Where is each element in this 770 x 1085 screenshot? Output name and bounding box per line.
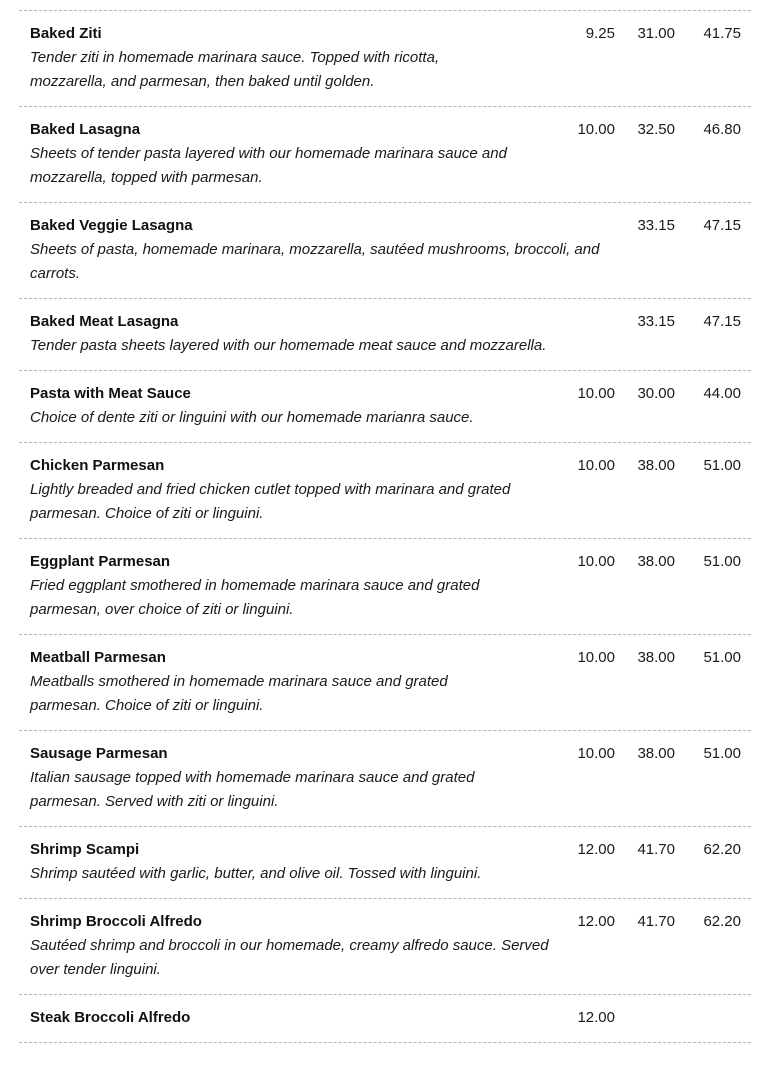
price-full-tray: 51.00: [703, 457, 741, 474]
item-name: Chicken Parmesan: [30, 457, 165, 474]
item-description: Shrimp sautéed with garlic, butter, and olive oil. Tossed with linguini.: [30, 865, 482, 882]
menu-item: [19, 299, 751, 371]
menu-item: [19, 635, 751, 731]
menu-list: [19, 10, 751, 1043]
item-description: Fried eggplant smothered in homemade marinara sauce and grated parmesan, over choice of ziti or linguini.: [30, 577, 480, 618]
menu-item: [19, 371, 751, 443]
price-full-tray: 51.00: [703, 745, 741, 762]
item-name: Eggplant Parmesan: [30, 553, 171, 570]
menu-item: [19, 443, 751, 539]
item-description: Sheets of tender pasta layered with our homemade marinara sauce and mozzarella, topped with parmesan.: [30, 145, 507, 186]
price-half-tray: 38.00: [637, 457, 675, 474]
item-name: Baked Veggie Lasagna: [30, 217, 193, 234]
price-full-tray: 62.20: [703, 841, 741, 858]
price-half-tray: 33.15: [637, 217, 675, 234]
item-description: Choice of dente ziti or linguini with our homemade marianra sauce.: [30, 409, 474, 426]
item-description: Sheets of pasta, homemade marinara, mozzarella, sautéed mushrooms, broccoli, and carrots.: [30, 241, 600, 282]
menu-item: [19, 995, 751, 1043]
price-small: 10.00: [577, 385, 615, 402]
item-description: Tender ziti in homemade marinara sauce. Topped with ricotta, mozzarella, and parmesan, then baked until golden.: [30, 49, 440, 90]
price-full-tray: 51.00: [703, 553, 741, 570]
item-name: Baked Lasagna: [30, 121, 141, 138]
item-description: Sautéed shrimp and broccoli in our homemade, creamy alfredo sauce. Served over tender linguini.: [30, 937, 549, 978]
item-name: Baked Ziti: [30, 25, 102, 42]
item-name: Pasta with Meat Sauce: [30, 385, 191, 402]
price-full-tray: 47.15: [703, 217, 741, 234]
item-description: Italian sausage topped with homemade marinara sauce and grated parmesan. Served with ziti or linguini.: [30, 769, 475, 810]
price-small: 10.00: [577, 745, 615, 762]
price-small: 12.00: [577, 1009, 615, 1026]
price-half-tray: 41.70: [637, 913, 675, 930]
menu-item: [19, 899, 751, 995]
price-half-tray: 38.00: [637, 745, 675, 762]
price-small: 10.00: [577, 553, 615, 570]
price-small: 12.00: [577, 913, 615, 930]
price-small: 12.00: [577, 841, 615, 858]
item-name: Steak Broccoli Alfredo: [30, 1009, 191, 1026]
price-half-tray: 33.15: [637, 313, 675, 330]
price-full-tray: 62.20: [703, 913, 741, 930]
price-full-tray: 41.75: [703, 25, 741, 42]
menu-item: [19, 203, 751, 299]
item-description: Lightly breaded and fried chicken cutlet topped with marinara and grated parmesan. Choice of ziti or linguini.: [30, 481, 511, 522]
item-description: Tender pasta sheets layered with our homemade meat sauce and mozzarella.: [30, 337, 547, 354]
price-half-tray: 38.00: [637, 553, 675, 570]
menu-item: [19, 107, 751, 203]
price-full-tray: 46.80: [703, 121, 741, 138]
menu-item: [19, 827, 751, 899]
menu-item: [19, 731, 751, 827]
item-name: Baked Meat Lasagna: [30, 313, 179, 330]
price-half-tray: 38.00: [637, 649, 675, 666]
item-name: Shrimp Broccoli Alfredo: [30, 913, 202, 930]
price-small: 10.00: [577, 121, 615, 138]
price-full-tray: 51.00: [703, 649, 741, 666]
price-half-tray: 31.00: [637, 25, 675, 42]
menu-item: [19, 11, 751, 107]
price-half-tray: 30.00: [637, 385, 675, 402]
item-description: Meatballs smothered in homemade marinara sauce and grated parmesan. Choice of ziti or linguini.: [30, 673, 448, 714]
price-small: 10.00: [577, 649, 615, 666]
price-small: 9.25: [585, 25, 615, 42]
price-small: 10.00: [577, 457, 615, 474]
item-name: Meatball Parmesan: [30, 649, 166, 666]
item-name: Shrimp Scampi: [30, 841, 140, 858]
price-half-tray: 41.70: [637, 841, 675, 858]
item-name: Sausage Parmesan: [30, 745, 168, 762]
menu-item: [19, 539, 751, 635]
price-half-tray: 32.50: [637, 121, 675, 138]
price-full-tray: 44.00: [703, 385, 741, 402]
price-full-tray: 47.15: [703, 313, 741, 330]
